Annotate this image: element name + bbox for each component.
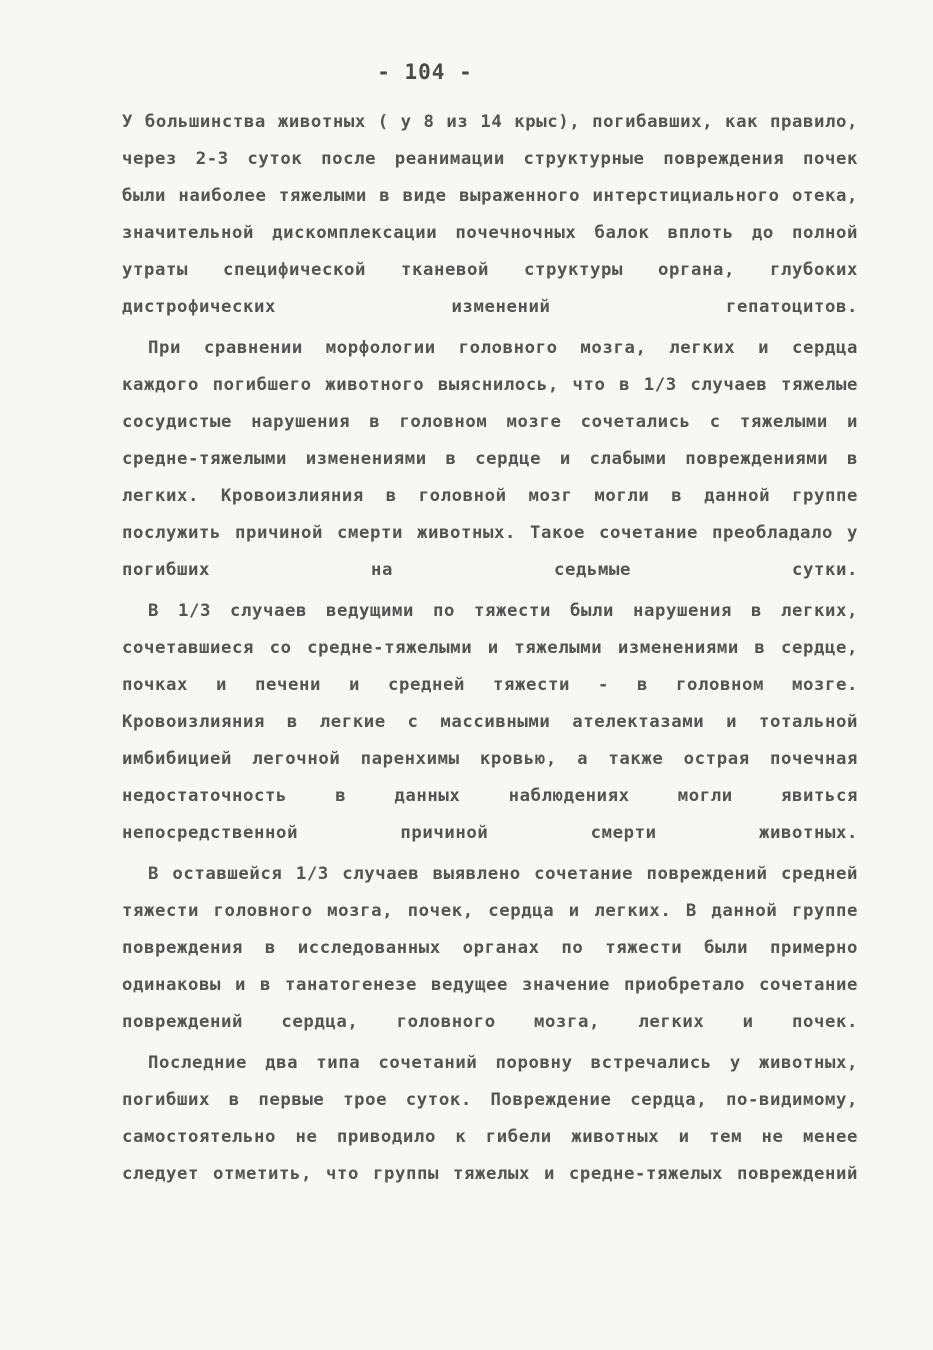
body-text bbox=[122, 104, 858, 1197]
paragraph-4: В оставшейся 1/3 случаев выявлено сочетание повреждений средней тяжести головного мозга, почек, сердца и легких. В данной группе повреждения в исследованных органах по тяжести были примерно одинаковы и в танатогенезе ведущее значение приобретало сочетание повреждений сердца, головного мозга, легких и почек. bbox=[122, 864, 858, 1032]
paragraph-5: Последние два типа сочетаний поровну встречались у животных, погибших в первые трое суток. Повреждение сердца, по-видимому, самостоятельно не приводило к гибели животных и тем не менее следует отметить, что группы тяжелых и средне-тяжелых повреждений bbox=[122, 1053, 858, 1184]
paragraph-3: В 1/3 случаев ведущими по тяжести были нарушения в легких, сочетавшиеся со средне-тяжелыми и тяжелыми изменениями в сердце, почках и печени и средней тяжести - в головном мозге. Кровоизлияния в легкие с массивными ателектазами и тотальной имбибицией легочной паренхимы кровью, а также острая почечная недостаточность в данных наблюдениях могли явиться непосредственной причиной смерти животных. bbox=[122, 601, 858, 843]
paragraph-1: У большинства животных ( у 8 из 14 крыс), погибавших, как правило, через 2-3 суток после реанимации структурные повреждения почек были наиболее тяжелыми в виде выраженного интерстициального отека, значительной дискомплексации почечночных балок вплоть до полной утраты специфической тканевой структуры органа, глубоких дистрофических изменений гепатоцитов. bbox=[122, 112, 858, 317]
page-number: - 104 - bbox=[377, 60, 473, 84]
paragraph-2: При сравнении морфологии головного мозга, легких и сердца каждого погибшего животного выяснилось, что в 1/3 случаев тяжелые сосудистые нарушения в головном мозге сочетались с тяжелыми и средне-тяжелыми изменениями в сердце и слабыми повреждениями в легких. Кровоизлияния в головной мозг могли в данной группе послужить причиной смерти животных. Такое сочетание преобладало у погибших на седьмые сутки. bbox=[122, 338, 858, 580]
